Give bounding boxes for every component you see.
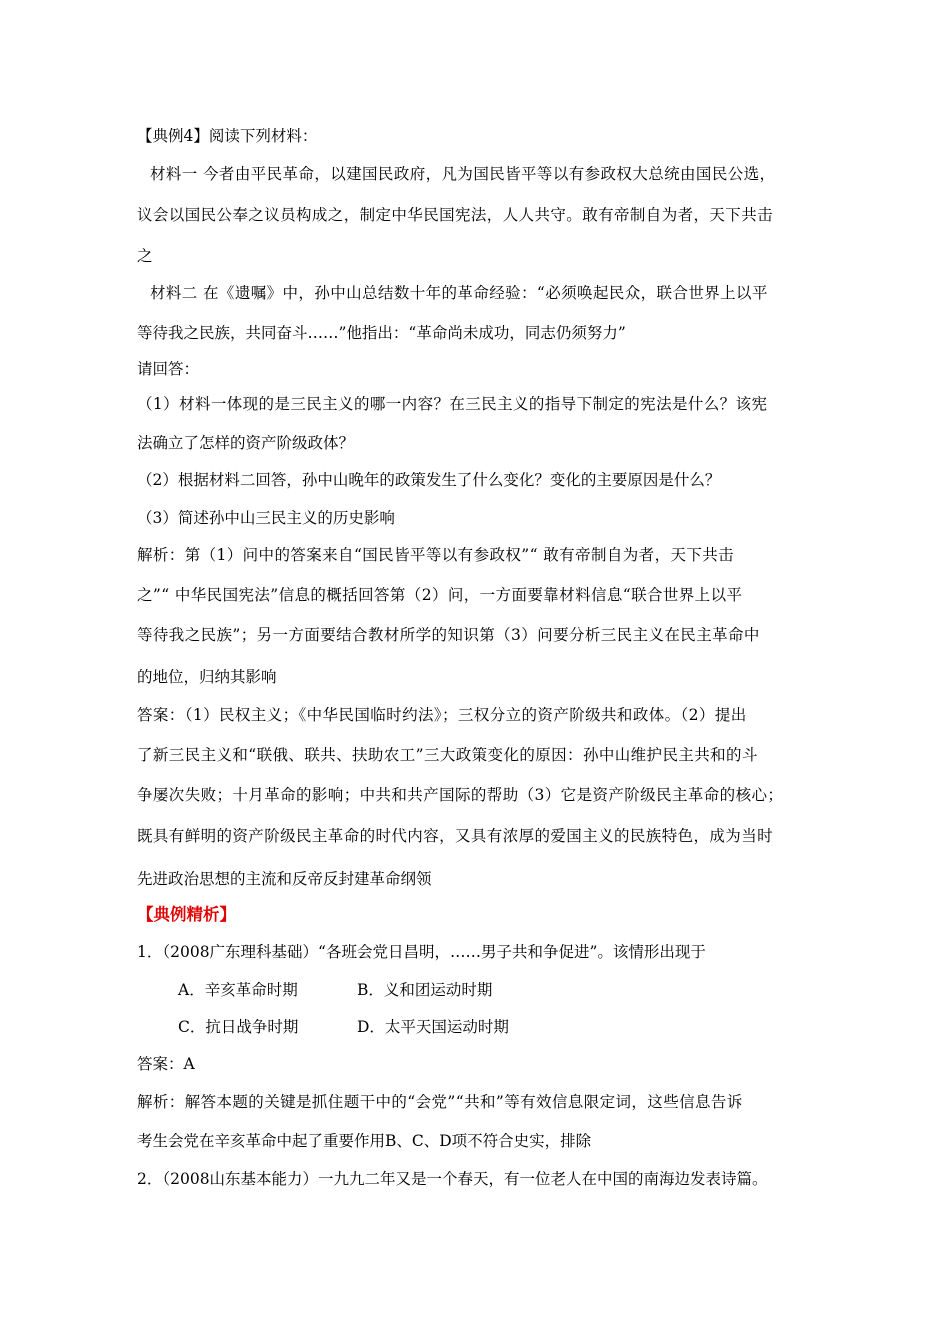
example-title: 【典例4】阅读下列材料： bbox=[137, 127, 318, 145]
answer-line: 答案：（1）民权主义；《中华民国临时约法》；三权分立的资产阶级共和政体。（2）提出 bbox=[137, 706, 747, 724]
material-1-line: 之 bbox=[137, 247, 153, 265]
option-b: B．义和团运动时期 bbox=[357, 981, 493, 999]
material-2-line: 材料二 在《遗嘱》中，孙中山总结数十年的革命经验：“必须唤起民众，联合世界上以平 bbox=[150, 284, 768, 302]
question-1-stem: 1．（2008广东理科基础）“各班会党日昌明，……男子共和争促进”。该情形出现于 bbox=[137, 943, 706, 961]
prompt-text: 请回答： bbox=[137, 360, 200, 378]
analysis-line: 的地位，归纳其影响 bbox=[137, 668, 277, 686]
material-2-line: 等待我之民族，共同奋斗……”他指出：“革命尚未成功，同志仍须努力” bbox=[137, 324, 626, 342]
option-c: C．抗日战争时期 bbox=[178, 1018, 299, 1036]
section-heading: 【典例精析】 bbox=[137, 905, 236, 924]
question-1-analysis-line: 解析：解答本题的关键是抓住题干中的“会党”“共和”等有效信息限定词，这些信息告诉 bbox=[137, 1093, 743, 1111]
question-line: （3）简述孙中山三民主义的历史影响 bbox=[137, 509, 395, 527]
answer-line: 既具有鲜明的资产阶级民主革命的时代内容，又具有浓厚的爱国主义的民族特色，成为当时 bbox=[137, 827, 774, 845]
question-line: （2）根据材料二回答，孙中山晚年的政策发生了什么变化？变化的主要原因是什么？ bbox=[137, 471, 721, 489]
question-line: （1）材料一体现的是三民主义的哪一内容？在三民主义的指导下制定的宪法是什么？该宪 bbox=[137, 395, 768, 413]
question-line: 法确立了怎样的资产阶级政体？ bbox=[137, 434, 355, 452]
question-1-answer: 答案：A bbox=[137, 1055, 195, 1073]
answer-line: 争屡次失败；十月革命的影响；中共和共产国际的帮助（3）它是资产阶级民主革命的核心； bbox=[137, 786, 784, 804]
analysis-line: 之”“ 中华民国宪法”信息的概括回答第（2）问，一方面要靠材料信息“联合世界上以平 bbox=[137, 586, 743, 604]
material-1-line: 议会以国民公奉之议员构成之，制定中华民国宪法，人人共守。敢有帝制自为者，天下共击 bbox=[137, 206, 774, 224]
option-a: A．辛亥革命时期 bbox=[178, 981, 298, 999]
option-d: D．太平天国运动时期 bbox=[357, 1018, 509, 1036]
analysis-line: 解析：第（1）问中的答案来自“国民皆平等以有参政权”“ 敢有帝制自为者，天下共击 bbox=[137, 546, 735, 564]
answer-line: 了新三民主义和“联俄、联共、扶助农工”三大政策变化的原因：孙中山维护民主共和的斗 bbox=[137, 746, 758, 764]
analysis-line: 等待我之民族”；另一方面要结合教材所学的知识第（3）问要分析三民主义在民主革命中 bbox=[137, 626, 760, 644]
answer-line: 先进政治思想的主流和反帝反封建革命纲领 bbox=[137, 870, 432, 888]
question-2-stem: 2．（2008山东基本能力）一九九二年又是一个春天，有一位老人在中国的南海边发表诗篇。 bbox=[137, 1170, 768, 1188]
question-1-analysis-line: 考生会党在辛亥革命中起了重要作用B、C、D项不符合史实，排除 bbox=[137, 1132, 592, 1150]
material-1-line: 材料一 今者由平民革命，以建国民政府，凡为国民皆平等以有参政权大总统由国民公选， bbox=[150, 165, 776, 183]
